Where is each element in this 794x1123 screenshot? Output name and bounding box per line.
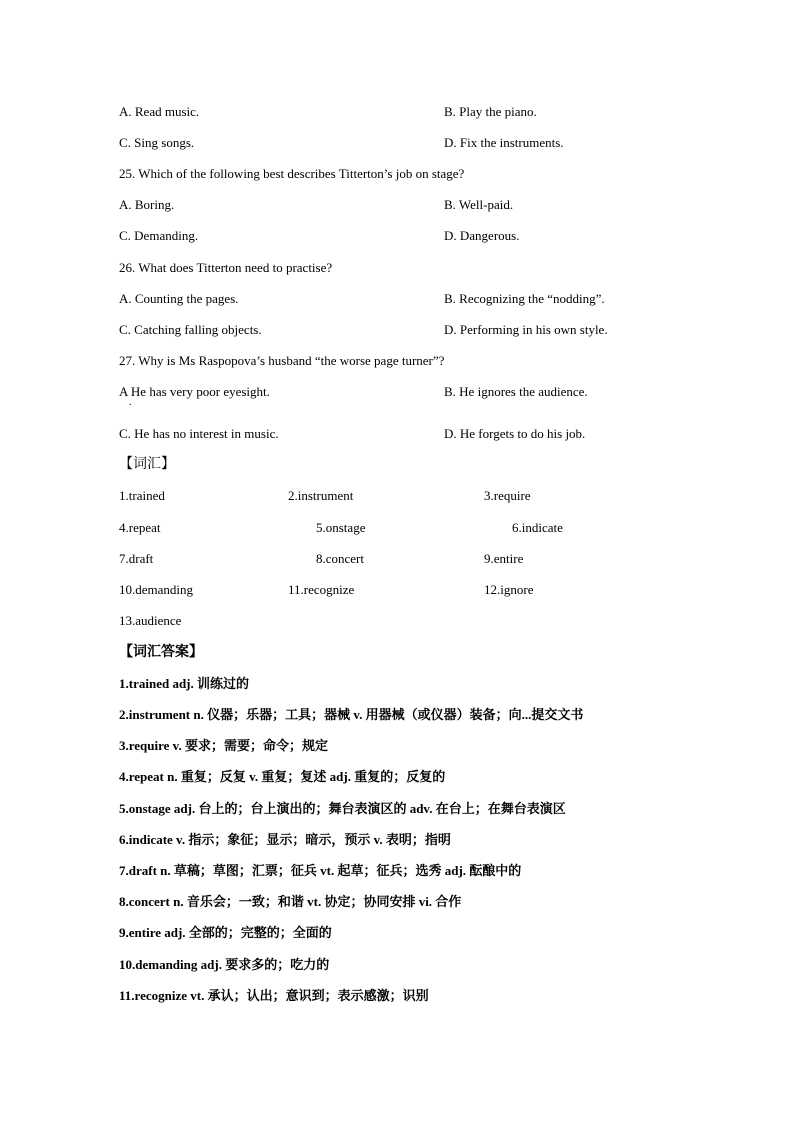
vocab-item: 11.recognize xyxy=(288,582,355,597)
q27-option-a-mark: . xyxy=(129,397,132,408)
vocab-item: 9.entire xyxy=(484,551,524,566)
q24-option-a: A. Read music. xyxy=(119,104,200,119)
answers-heading: 【词汇答案】 xyxy=(119,645,203,660)
q25-option-a: A. Boring. xyxy=(119,197,175,212)
q26-option-a: A. Counting the pages. xyxy=(119,291,239,306)
q25-stem: 25. Which of the following best describes Titterton’s job on stage? xyxy=(119,166,465,181)
vocab-item: 1.trained xyxy=(119,488,165,503)
q25-option-b: B. Well-paid. xyxy=(444,197,514,212)
q26-stem: 26. What does Titterton need to practise? xyxy=(119,260,333,275)
vocab-item: 3.require xyxy=(484,488,531,503)
vocab-item: 7.draft xyxy=(119,551,154,566)
answer-line: 10.demanding adj. 要求多的；吃力的 xyxy=(119,957,330,972)
q24-option-c: C. Sing songs. xyxy=(119,135,195,150)
vocab-item: 12.ignore xyxy=(484,582,534,597)
q26-option-d: D. Performing in his own style. xyxy=(444,322,608,337)
q27-stem: 27. Why is Ms Raspopova’s husband “the worse page turner”? xyxy=(119,353,445,368)
q26-option-b: B. Recognizing the “nodding”. xyxy=(444,291,605,306)
q24-option-b: B. Play the piano. xyxy=(444,104,537,119)
q27-option-b: B. He ignores the audience. xyxy=(444,384,588,399)
q27-option-d: D. He forgets to do his job. xyxy=(444,426,586,441)
answer-line: 11.recognize vt. 承认；认出；意识到；表示感激；识别 xyxy=(119,988,429,1003)
q27-option-c: C. He has no interest in music. xyxy=(119,426,279,441)
vocab-item: 8.concert xyxy=(316,551,365,566)
q25-option-c: C. Demanding. xyxy=(119,228,199,243)
vocab-item: 5.onstage xyxy=(316,520,366,535)
vocab-item: 10.demanding xyxy=(119,582,194,597)
answer-line: 5.onstage adj. 台上的；台上演出的；舞台表演区的 adv. 在台上；在舞台表演区 xyxy=(119,801,566,816)
answer-line: 2.instrument n. 仪器；乐器；工具；器械 v. 用器械（或仪器）装备；向...提交文书 xyxy=(119,707,584,722)
vocab-item: 2.instrument xyxy=(288,488,354,503)
vocab-item: 6.indicate xyxy=(512,520,563,535)
q26-option-c: C. Catching falling objects. xyxy=(119,322,262,337)
vocab-item: 4.repeat xyxy=(119,520,161,535)
vocab-heading: 【词汇】 xyxy=(119,457,175,472)
answer-line: 9.entire adj. 全部的；完整的；全面的 xyxy=(119,925,332,940)
vocab-item: 13.audience xyxy=(119,613,182,628)
q25-option-d: D. Dangerous. xyxy=(444,228,520,243)
answer-line: 6.indicate v. 指示；象征；显示；暗示，预示 v. 表明；指明 xyxy=(119,832,451,847)
answer-line: 3.require v. 要求；需要；命令；规定 xyxy=(119,738,328,753)
answer-line: 7.draft n. 草稿；草图；汇票；征兵 vt. 起草；征兵；选秀 adj. 酝酿中的 xyxy=(119,863,522,878)
answer-line: 8.concert n. 音乐会；一致；和谐 vt. 协定；协同安排 vi. 合作 xyxy=(119,894,462,909)
q27-option-a: A He has very poor eyesight. xyxy=(119,384,270,399)
answer-line: 4.repeat n. 重复；反复 v. 重复；复述 adj. 重复的；反复的 xyxy=(119,769,446,784)
answer-line: 1.trained adj. 训练过的 xyxy=(119,676,250,691)
q24-option-d: D. Fix the instruments. xyxy=(444,135,564,150)
